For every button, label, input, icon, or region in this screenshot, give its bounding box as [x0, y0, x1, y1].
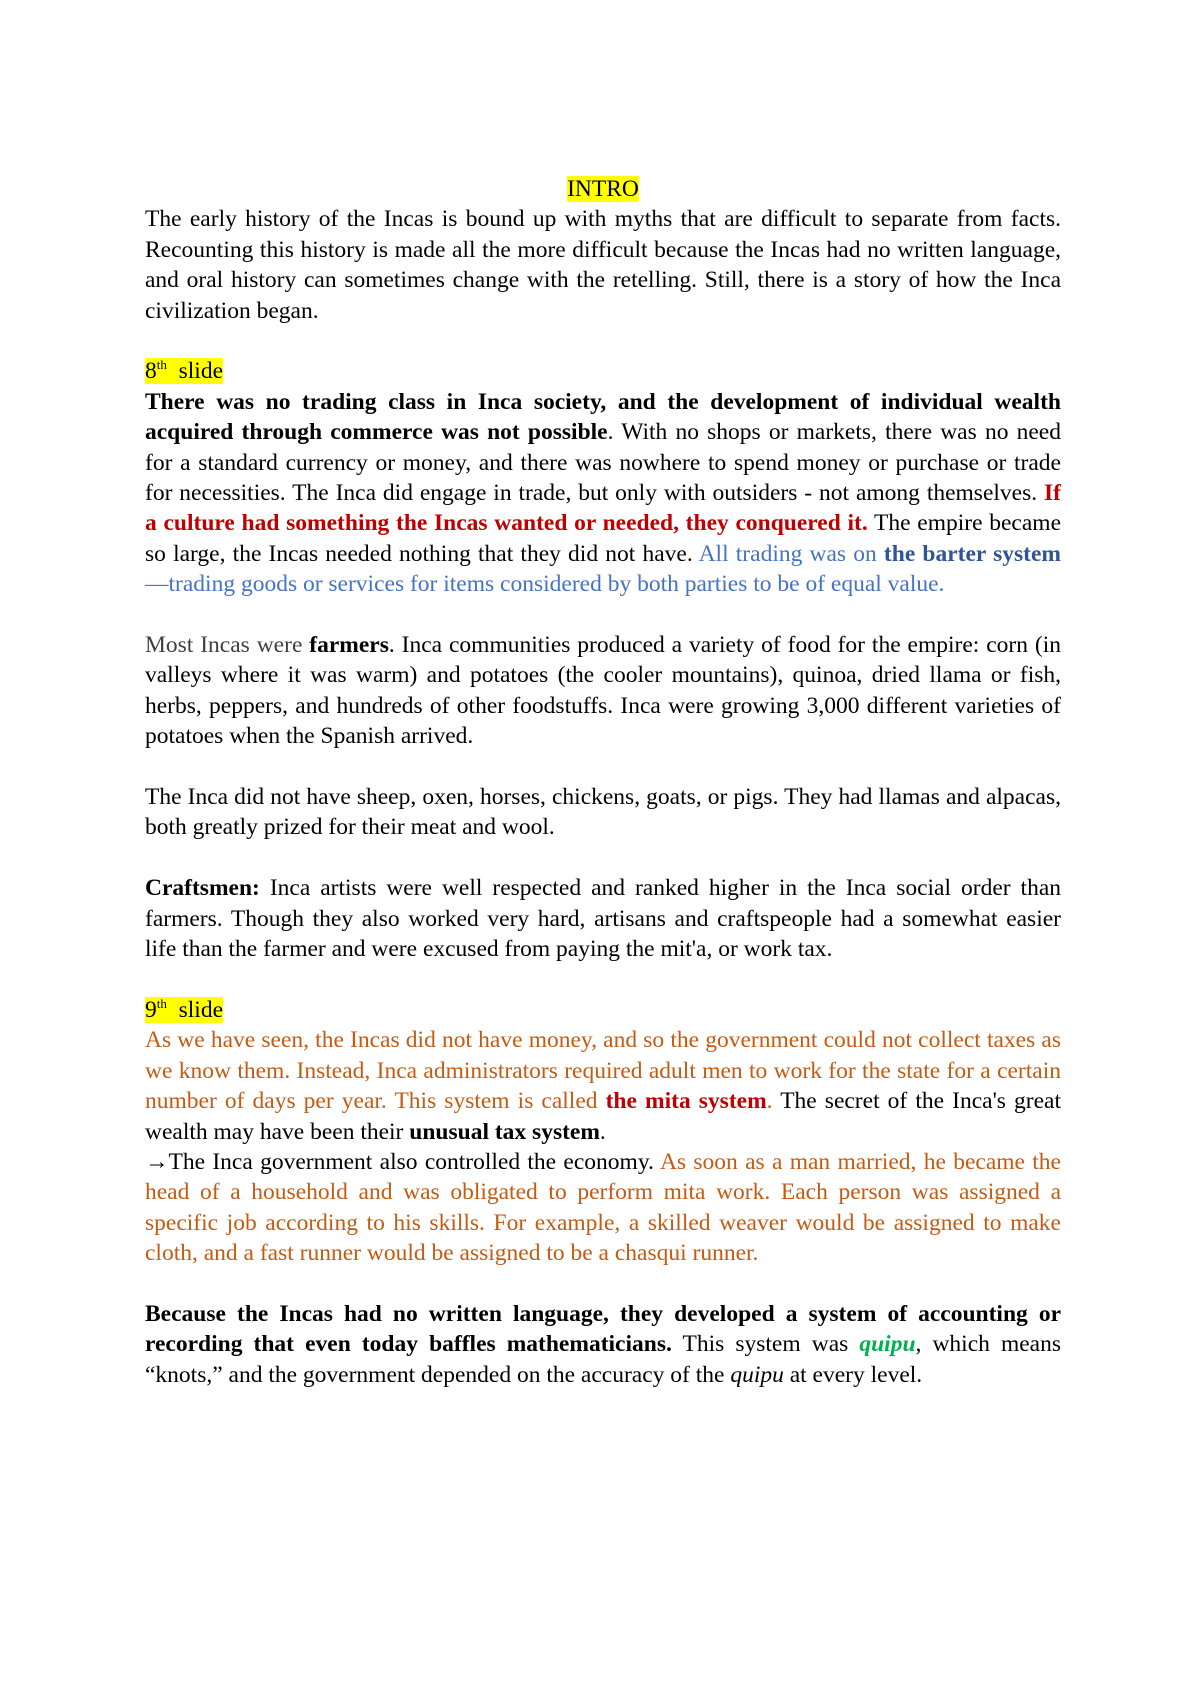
farmers-term: farmers: [309, 632, 389, 659]
mita-paragraph: As we have seen, the Incas did not have money, and so the government could not collect taxes as we know them. Instead, Inca administrators required adult men to work for the state for a certain number of days per year. This system is called the mita system. The secret of the Inca's great wealth may have been their unusual tax system. →The Inca government also controlled the economy. As soon as a man married, he became the head of a household and was obligated to perform mita work. Each person was assigned a specific job according to his skills. For example, a skilled weaver would be assigned to make cloth, and a fast runner would be assigned to be a chasqui runner.: [145, 1027, 1061, 1267]
tax-system-term: unusual tax system: [409, 1118, 600, 1145]
craftsmen-paragraph: Craftsmen: Inca artists were well respected and ranked higher in the Inca social order than farmers. Though they also worked very hard, artisans and craftspeople had a somewhat easier life than the farmer and were excused from paying the mit'a, or work tax.: [145, 875, 1061, 963]
mita-system-term: the mita system: [605, 1088, 767, 1115]
document-body: [145, 174, 1061, 1390]
conquest-statement: If a culture had something the Incas wanted or needed, they conquered it.: [145, 480, 1061, 537]
slide-8-label: 8th slide: [145, 357, 224, 385]
craftsmen-term: Craftsmen:: [145, 875, 260, 902]
animals-paragraph: The Inca did not have sheep, oxen, horses, chickens, goats, or pigs. They had llamas and alpacas, both greatly prized for their meat and wool.: [145, 784, 1061, 841]
trade-bold-lead: There was no trading class in Inca society, and the development of individual wealth acquired through commerce was not possible: [145, 388, 1061, 446]
quipu-italic: quipu: [730, 1361, 784, 1388]
quipu-bold-lead: Because the Incas had no written language, they developed a system of accounting or recording that even today baffles mathematicians.: [145, 1300, 1061, 1358]
spacer: [145, 843, 1061, 873]
slide-9-heading: [145, 995, 1061, 1025]
intro-heading: [145, 174, 1061, 204]
spacer: [145, 965, 1061, 995]
intro-paragraph: The early history of the Incas is bound up with myths that are difficult to separate from facts. Recounting this history is made all the more difficult because the Incas had no written language, and oral history can sometimes change with the retelling. Still, there is a story of how the Inca civilization began.: [145, 206, 1061, 324]
barter-system-term: the barter system: [883, 540, 1061, 567]
intro-heading-text: INTRO: [567, 176, 639, 202]
spacer: [145, 1269, 1061, 1299]
quipu-paragraph: Because the Incas had no written language, they developed a system of accounting or recording that even today baffles mathematicians. This system was quipu, which means “knots,” and the government depended on the accuracy of the quipu at every level.: [145, 1300, 1062, 1388]
spacer: [145, 326, 1061, 356]
farmers-paragraph: Most Incas were farmers. Inca communities produced a variety of food for the empire: corn (in valleys where it was warm) and potatoes (the cooler mountains), quinoa, dried llama or fish, herbs, peppers, and hundreds of other foodstuffs. Inca were growing 3,000 different varieties of potatoes when the Spanish arrived.: [145, 632, 1061, 750]
trade-paragraph: There was no trading class in Inca society, and the development of individual wealth acquired through commerce was not possible. With no shops or markets, there was no need for a standard currency or money, and there was nowhere to spend money or purchase or trade for necessities. The Inca did engage in trade, but only with outsiders - not among themselves. If a culture had something the Incas wanted or needed, they conquered it. The empire became so large, the Incas needed nothing that they did not have. All trading was on the barter system—trading goods or services for items considered by both parties to be of equal value.: [145, 388, 1061, 598]
spacer: [145, 600, 1061, 630]
slide-9-label: 9th slide: [145, 996, 224, 1023]
slide-8-heading: [145, 356, 1061, 386]
spacer: [145, 752, 1061, 782]
arrow-icon: →: [145, 1148, 169, 1175]
quipu-term: quipu: [859, 1331, 916, 1358]
